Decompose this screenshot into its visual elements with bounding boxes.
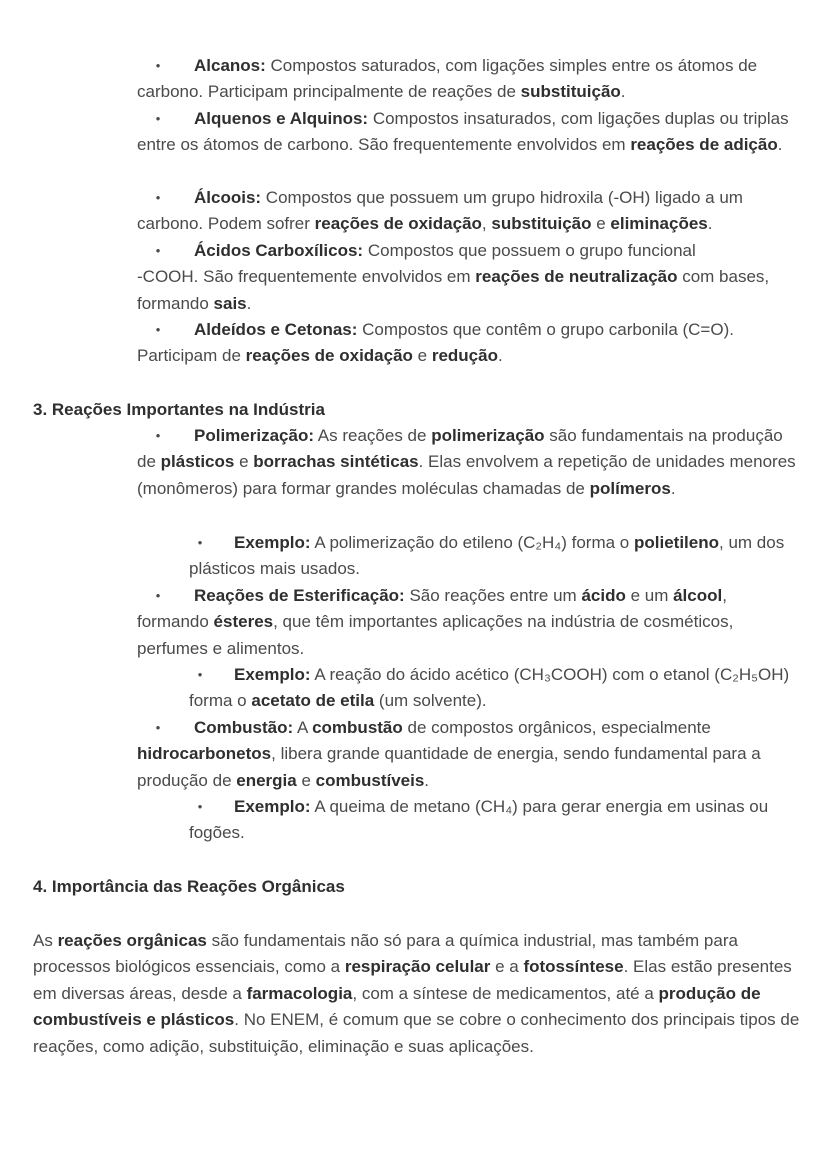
list-item-alquenos: Alquenos e Alquinos: Compostos insaturados, com ligações duplas ou triplas entre os átomos de carbono. São frequentemente envolvidos em reações de adição. — [137, 109, 789, 155]
sub-item-exemplo-metano: Exemplo: A queima de metano (CH₄) para gerar energia em usinas ou fogões. — [189, 797, 769, 843]
bullet: • — [155, 428, 161, 443]
bullet: • — [155, 111, 161, 126]
bullet: • — [155, 588, 161, 603]
list-item-alcanos: Alcanos: Compostos saturados, com ligações simples entre os átomos de carbono. Participam principalmente de reações de substituição. — [137, 56, 758, 102]
section-4-paragraph: As reações orgânicas são fundamentais não só para a química industrial, mas também para processos biológicos essenciais, como a respiração celular e a fotossíntese. Elas estão presentes em diversas áreas, desde a farmacologia, com a síntese de medicamentos, até a produção de combustíveis e plásticos. No ENEM, é comum que se cobre o conhecimento dos principais tipos de reações, como adição, substituição, eliminação e suas aplicações. — [33, 931, 800, 1056]
bullet: • — [197, 535, 203, 550]
bullet: • — [197, 667, 203, 682]
sub-item-exemplo-polietileno: Exemplo: A polimerização do etileno (C₂H₄) forma o polietileno, um dos plásticos mais usados. — [189, 533, 785, 579]
sub-item-exemplo-acetato: Exemplo: A reação do ácido acético (CH₃COOH) com o etanol (C₂H₅OH) forma o acetato de etila (um solvente). — [189, 665, 790, 711]
list-item-aldeidos: Aldeídos e Cetonas: Compostos que contêm o grupo carbonila (C=O). Participam de reações de oxidação e redução. — [137, 320, 734, 366]
bullet: • — [155, 720, 161, 735]
list-item-acidos: Ácidos Carboxílicos: Compostos que possuem o grupo funcional -COOH. São frequentemente envolvidos em reações de neutralização com bases, formando sais. — [137, 241, 770, 313]
bullet: • — [155, 243, 161, 258]
list-item-esterificacao: Reações de Esterificação: São reações entre um ácido e um álcool, formando ésteres, que têm importantes aplicações na indústria de cosméticos, perfumes e alimentos. — [137, 586, 734, 658]
section-4-heading: 4. Importância das Reações Orgânicas — [33, 877, 345, 896]
list-item-polimerizacao: Polimerização: As reações de polimerização são fundamentais na produção de plásticos e borrachas sintéticas. Elas envolvem a repetição de unidades menores (monômeros) para formar grandes moléculas chamadas de polímeros. — [137, 426, 796, 498]
bullet: • — [155, 190, 161, 205]
list-item-combustao: Combustão: A combustão de compostos orgânicos, especialmente hidrocarbonetos, libera grande quantidade de energia, sendo fundamental para a produção de energia e combustíveis. — [137, 718, 761, 790]
bullet: • — [197, 799, 203, 814]
bullet: • — [155, 322, 161, 337]
bullet: • — [155, 58, 161, 73]
list-item-alcoois: Álcoois: Compostos que possuem um grupo hidroxila (-OH) ligado a um carbono. Podem sofrer reações de oxidação, substituição e eliminações. — [137, 188, 743, 234]
section-3-heading: 3. Reações Importantes na Indústria — [33, 400, 325, 419]
